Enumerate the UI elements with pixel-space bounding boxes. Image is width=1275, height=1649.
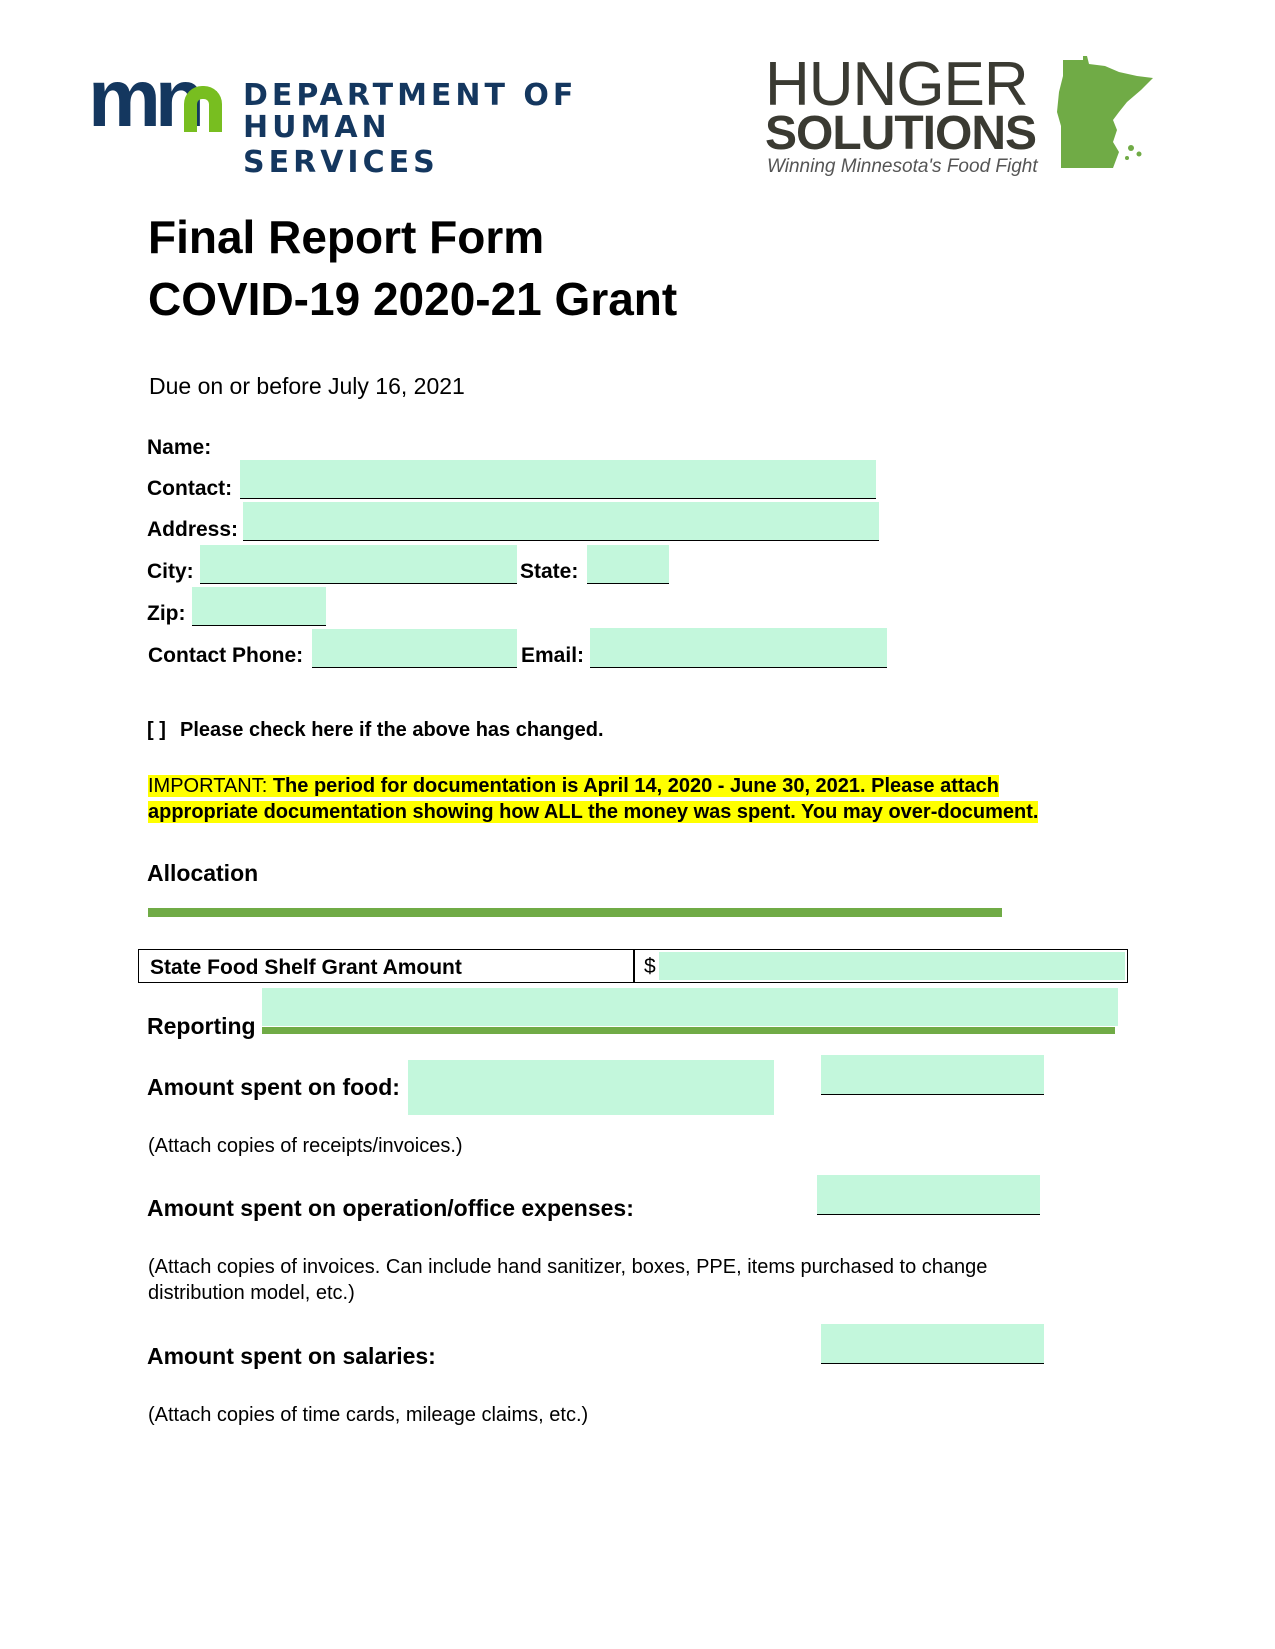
dhs-line1: DEPARTMENT OF (243, 78, 578, 113)
operation-note-line1: (Attach copies of invoices. Can include hand sanitizer, boxes, PPE, items purchased to change (148, 1256, 988, 1278)
important-line2: appropriate documentation showing how ALL the money was spent. You may over-document. (148, 801, 1039, 823)
salaries-label: Amount spent on salaries: (147, 1343, 436, 1369)
phone-field[interactable] (312, 629, 517, 668)
food-extra-field[interactable] (408, 1060, 774, 1115)
change-checkbox-label: Please check here if the above has changed. (180, 719, 604, 741)
food-amount-field[interactable] (821, 1055, 1044, 1095)
name-label: Name: (147, 436, 212, 459)
contact-field[interactable] (240, 460, 876, 499)
dhs-logo (88, 53, 588, 180)
operation-amount-field[interactable] (817, 1175, 1040, 1215)
mn-monogram-accent (184, 86, 222, 132)
reporting-divider (262, 1027, 1115, 1034)
state-field[interactable] (587, 545, 669, 584)
zip-field[interactable] (192, 587, 326, 626)
hunger-tagline: Winning Minnesota's Food Fight (767, 156, 1038, 177)
change-checkbox[interactable]: [ ] (147, 719, 166, 741)
allocation-table (138, 949, 1128, 983)
salaries-amount-field[interactable] (821, 1324, 1044, 1364)
important-notice (148, 773, 1038, 825)
allocation-cell-divider (633, 950, 635, 982)
reporting-field[interactable] (262, 988, 1118, 1026)
salaries-note: (Attach copies of time cards, mileage claims, etc.) (148, 1404, 589, 1426)
currency-symbol: $ (644, 955, 656, 978)
address-field[interactable] (243, 502, 879, 541)
title-line1: Final Report Form (148, 211, 545, 263)
hunger-solutions-logo (765, 50, 1165, 184)
mn-monogram: mn (88, 53, 199, 144)
food-note: (Attach copies of receipts/invoices.) (148, 1135, 463, 1157)
allocation-row-label: State Food Shelf Grant Amount (150, 956, 462, 979)
address-label: Address: (147, 518, 239, 541)
city-field[interactable] (200, 545, 517, 584)
operation-note (148, 1254, 987, 1306)
minnesota-map-icon (1053, 56, 1163, 174)
reporting-heading: Reporting (147, 1013, 256, 1039)
email-label: Email: (521, 644, 585, 667)
food-label: Amount spent on food: (147, 1074, 400, 1100)
dhs-line2: HUMAN SERVICES (243, 110, 439, 180)
city-label: City: (147, 560, 194, 583)
zip-label: Zip: (147, 602, 186, 625)
important-prefix: IMPORTANT: (148, 775, 268, 797)
hunger-line2: SOLUTIONS (765, 107, 1037, 160)
phone-label: Contact Phone: (148, 644, 304, 667)
due-date: Due on or before July 16, 2021 (149, 373, 465, 399)
operation-label: Amount spent on operation/office expenses: (147, 1195, 634, 1221)
hunger-line1: HUNGER (765, 50, 1028, 119)
email-field[interactable] (590, 628, 887, 668)
title-line2: COVID-19 2020-21 Grant (148, 273, 678, 325)
operation-note-line2: distribution model, etc.) (148, 1282, 355, 1304)
contact-label: Contact: (147, 477, 233, 500)
grant-amount-field[interactable] (659, 952, 1125, 980)
allocation-divider (148, 908, 1002, 917)
state-label: State: (520, 560, 579, 583)
allocation-heading: Allocation (147, 860, 259, 886)
important-line1: The period for documentation is April 14, 2020 - June 30, 2021. Please attach (272, 775, 1000, 797)
